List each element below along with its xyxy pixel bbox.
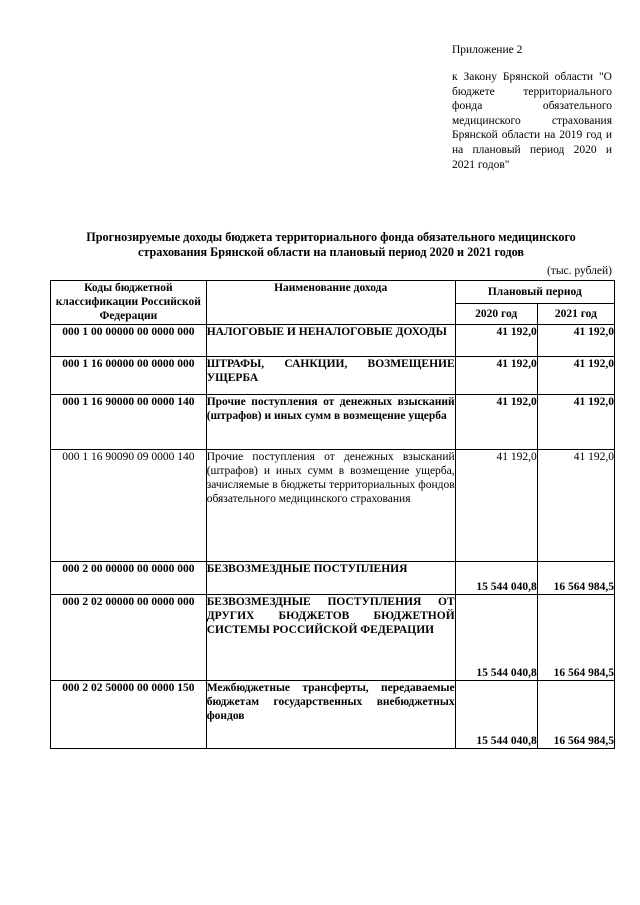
table-row: [51, 595, 615, 681]
law-reference: к Закону Брянской области "О бюджете территориального фонда обязательного медицинского страхования Брянской области на 2019 год и на плановый период 2020 и 2021 годов": [452, 71, 612, 171]
row-value-2021: 41 192,0: [537, 395, 614, 450]
header-year-2021: 2021 год: [537, 304, 614, 325]
table-row: [51, 450, 615, 562]
table-row: [51, 395, 615, 450]
units-label: (тыс. рублей): [546, 265, 612, 277]
title-line-1: Прогнозируемые доходы бюджета территориального фонда обязательного медицинского: [86, 230, 576, 244]
row-code: 000 1 00 00000 00 0000 000: [51, 325, 207, 357]
table-row: [51, 357, 615, 395]
table-row: [51, 325, 615, 357]
table-row: [51, 681, 615, 749]
row-value-2020: 41 192,0: [455, 395, 537, 450]
row-value-2020: 41 192,0: [455, 325, 537, 357]
row-value-2021: 41 192,0: [537, 357, 614, 395]
row-value-2021: 41 192,0: [537, 325, 614, 357]
row-name: Межбюджетные трансферты, передаваемые бюджетам государственных внебюджетных фондов: [206, 681, 455, 749]
row-value-2020: 41 192,0: [455, 450, 537, 562]
row-code: 000 1 16 90000 00 0000 140: [51, 395, 207, 450]
row-value-2021: 16 564 984,5: [537, 681, 614, 749]
title-line-2: страхования Брянской области на плановый период 2020 и 2021 годов: [137, 245, 525, 259]
row-value-2020: 41 192,0: [455, 357, 537, 395]
row-name: ШТРАФЫ, САНКЦИИ, ВОЗМЕЩЕНИЕ УЩЕРБА: [206, 357, 455, 395]
row-value-2021: 16 564 984,5: [537, 595, 614, 681]
header-code: Коды бюджетной классификации Российской Федерации: [51, 281, 207, 325]
header-year-2020: 2020 год: [455, 304, 537, 325]
row-name: Прочие поступления от денежных взысканий (штрафов) и иных сумм в возмещение ущерба: [206, 395, 455, 450]
row-name: БЕЗВОЗМЕЗДНЫЕ ПОСТУПЛЕНИЯ: [206, 562, 455, 595]
row-name: НАЛОГОВЫЕ И НЕНАЛОГОВЫЕ ДОХОДЫ: [206, 325, 455, 357]
row-name: БЕЗВОЗМЕЗДНЫЕ ПОСТУПЛЕНИЯ ОТ ДРУГИХ БЮДЖЕТОВ БЮДЖЕТНОЙ СИСТЕМЫ РОССИЙСКОЙ ФЕДЕРАЦИИ: [206, 595, 455, 681]
document-title: [48, 230, 614, 260]
row-code: 000 2 00 00000 00 0000 000: [51, 562, 207, 595]
appendix-label: Приложение 2: [452, 44, 523, 56]
header-plan-period: Плановый период: [455, 281, 614, 304]
row-code: 000 2 02 00000 00 0000 000: [51, 595, 207, 681]
table-row: [51, 562, 615, 595]
row-code: 000 1 16 00000 00 0000 000: [51, 357, 207, 395]
row-value-2021: 41 192,0: [537, 450, 614, 562]
row-value-2020: 15 544 040,8: [455, 681, 537, 749]
row-name: Прочие поступления от денежных взысканий (штрафов) и иных сумм в возмещение ущерба, зачисляемые в бюджеты территориальных фондов обязательного медицинского страхования: [206, 450, 455, 562]
row-value-2021: 16 564 984,5: [537, 562, 614, 595]
income-table: [50, 280, 615, 749]
row-value-2020: 15 544 040,8: [455, 562, 537, 595]
header-name: Наименование дохода: [206, 281, 455, 325]
row-code: 000 1 16 90090 09 0000 140: [51, 450, 207, 562]
row-code: 000 2 02 50000 00 0000 150: [51, 681, 207, 749]
row-value-2020: 15 544 040,8: [455, 595, 537, 681]
